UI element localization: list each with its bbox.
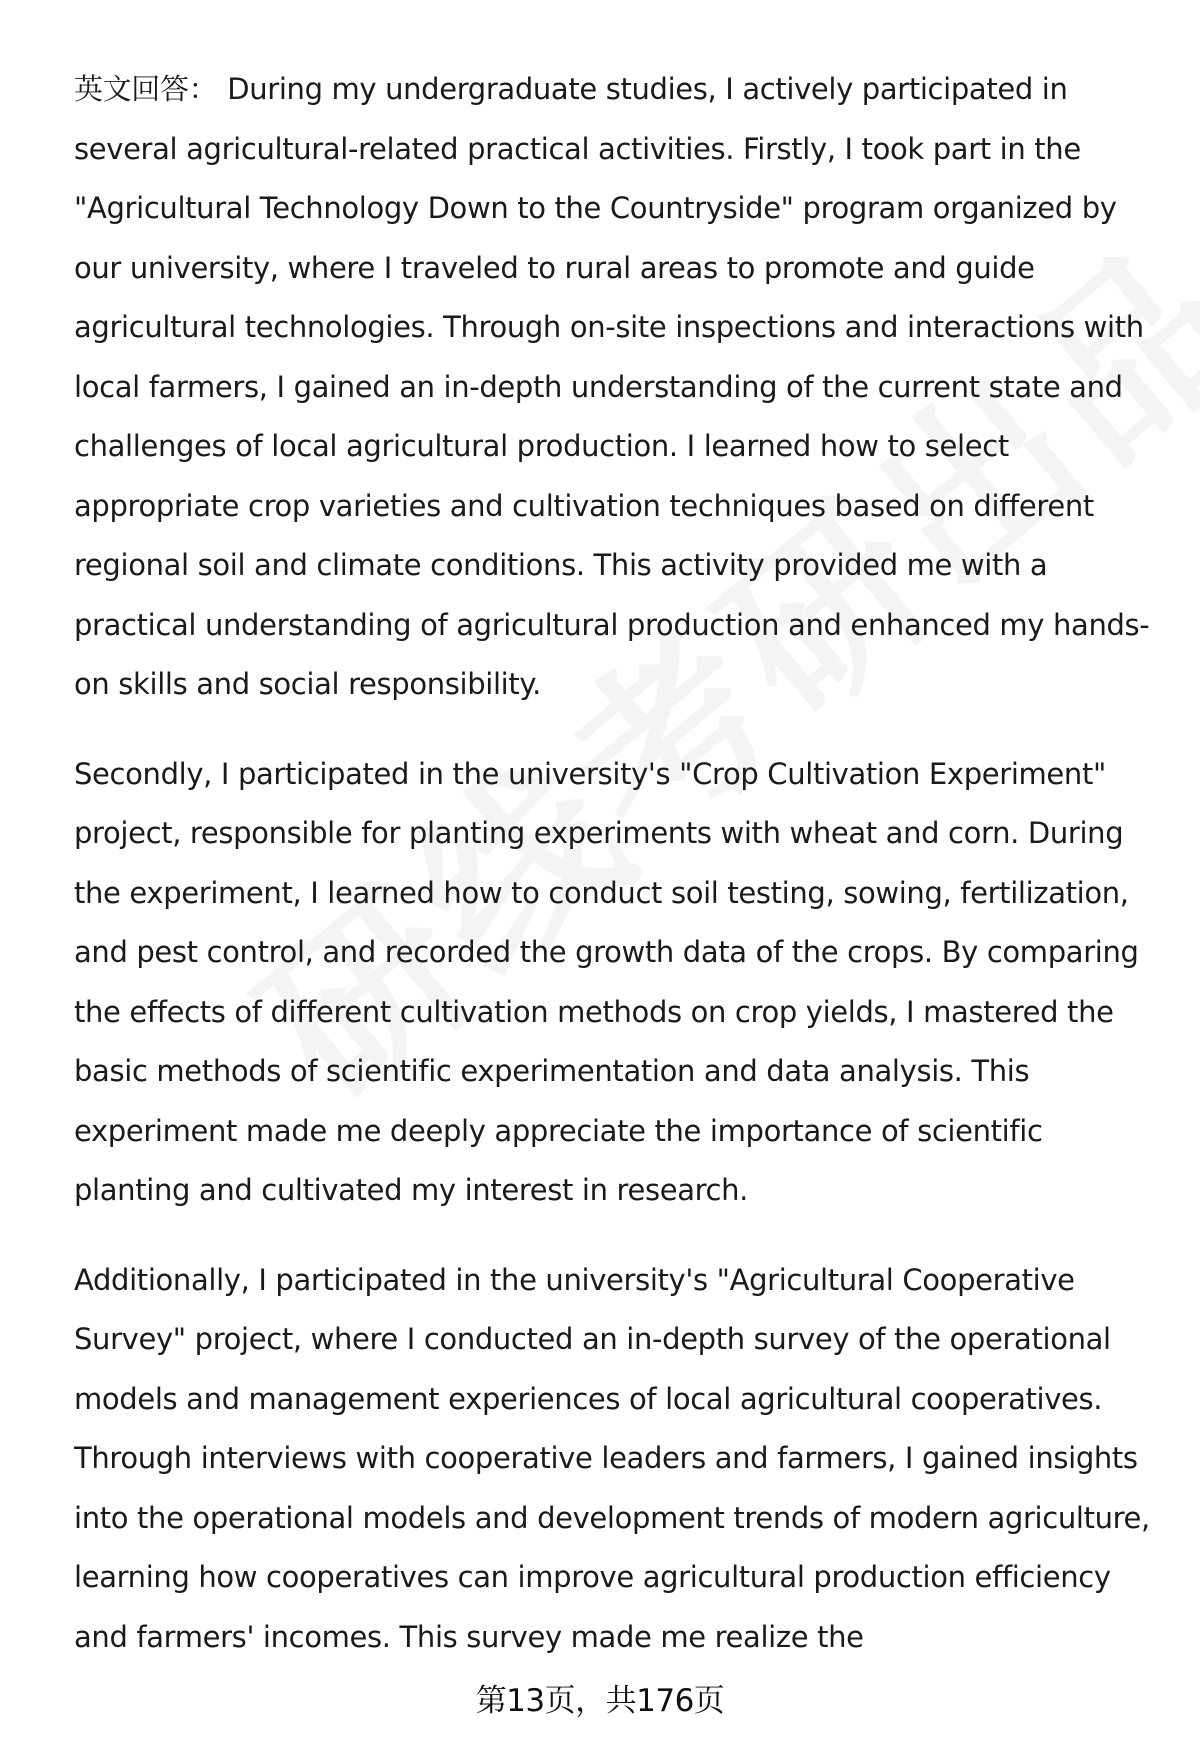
paragraph-3: Additionally, I participated in the university's "Agricultural Cooperative Survey" project, where I conducted an in-depth survey of the operational models and management experiences of local agricultural cooperatives. Through interviews with cooperative leaders and farmers, I gained insights into the operational models and development trends of modern agriculture, learning how cooperatives can improve agricultural production efficiency and farmers' incomes. This survey made me realize the xyxy=(74,1262,1150,1654)
paragraph-1 xyxy=(74,60,1154,715)
page-number-footer: 第13页，共176页 xyxy=(475,1683,725,1719)
document-body xyxy=(74,60,1154,1697)
answer-label: 英文回答： xyxy=(74,72,218,106)
paragraph-1-text: During my undergraduate studies, I actively participated in several agricultural-related practical activities. Firstly, I took part in the "Agricultural Technology Down to the Countryside" program organized by our university, where I traveled to rural areas to promote and guide agricultural technologies. Through on-site inspections and interactions with local farmers, I gained an in-depth understanding of the current state and challenges of local agricultural production. I learned how to select appropriate crop varieties and cultivation techniques based on different regional soil and climate conditions. This activity provided me with a practical understanding of agricultural production and enhanced my hands-on skills and social responsibility. xyxy=(74,72,1150,701)
paragraph-2: Secondly, I participated in the university's "Crop Cultivation Experiment" project, responsible for planting experiments with wheat and corn. During the experiment, I learned how to conduct soil testing, sowing, fertilization, and pest control, and recorded the growth data of the crops. By comparing the effects of different cultivation methods on crop yields, I mastered the basic methods of scientific experimentation and data analysis. This experiment made me deeply appreciate the importance of scientific planting and cultivated my interest in research. xyxy=(74,756,1139,1207)
